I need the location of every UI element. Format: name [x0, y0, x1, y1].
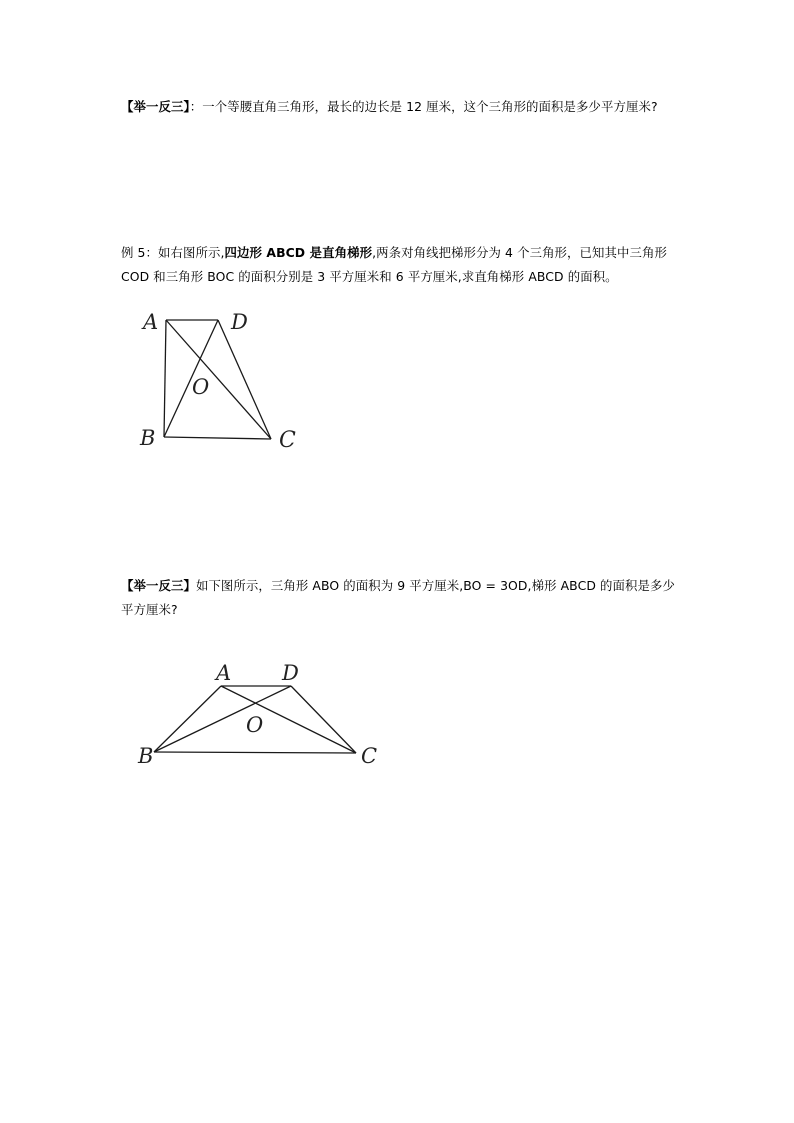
diagonal-bd: [164, 320, 218, 437]
label-o: O: [246, 713, 264, 737]
problem-1-tag: 【举一反三】: [121, 99, 190, 114]
problem-2-tag: 【举一反三】: [121, 578, 196, 593]
problem-2-body: 如下图所示，三角形 ABO 的面积为 9 平方厘米,BO = 3OD,梯形 ABCD 的面积是多少平方厘米?: [121, 578, 675, 617]
example-5-bold-statement: 四边形 ABCD 是直角梯形: [224, 245, 373, 260]
example-5-figure: [130, 300, 320, 465]
example-5-intro: 例 5：如右图所示,: [121, 245, 225, 260]
label-a: A: [143, 310, 159, 334]
edge-dc: [291, 686, 356, 753]
diagonal-bd: [154, 686, 291, 752]
label-d: D: [282, 661, 299, 685]
edge-ab: [164, 320, 166, 437]
edge-dc: [218, 320, 271, 439]
label-a: A: [216, 661, 232, 685]
problem-2-text: [121, 574, 677, 622]
edge-bc: [164, 437, 271, 439]
label-b: B: [140, 426, 156, 450]
trapezoid-diagram: [130, 650, 390, 775]
diagonal-ac: [166, 320, 271, 439]
label-d: D: [231, 310, 248, 334]
label-b: B: [138, 744, 154, 768]
problem-2-figure: [130, 650, 390, 775]
label-c: C: [361, 744, 378, 768]
edge-ab: [154, 686, 221, 752]
example-5-body: ,两条对角线把梯形分为 4 个三角形，已知其中三角形 COD 和三角形 BOC 的面积分别是 3 平方厘米和 6 平方厘米,求直角梯形 ABCD 的面积。: [121, 245, 667, 284]
right-trapezoid-diagram: [130, 300, 320, 465]
example-5-text: [121, 241, 677, 289]
problem-1-text: [121, 95, 677, 119]
label-c: C: [279, 428, 296, 453]
edge-bc: [154, 752, 356, 753]
diagonal-ac: [221, 686, 356, 753]
problem-1-body: ：一个等腰直角三角形，最长的边长是 12 厘米，这个三角形的面积是多少平方厘米?: [189, 99, 658, 114]
label-o: O: [192, 375, 210, 399]
